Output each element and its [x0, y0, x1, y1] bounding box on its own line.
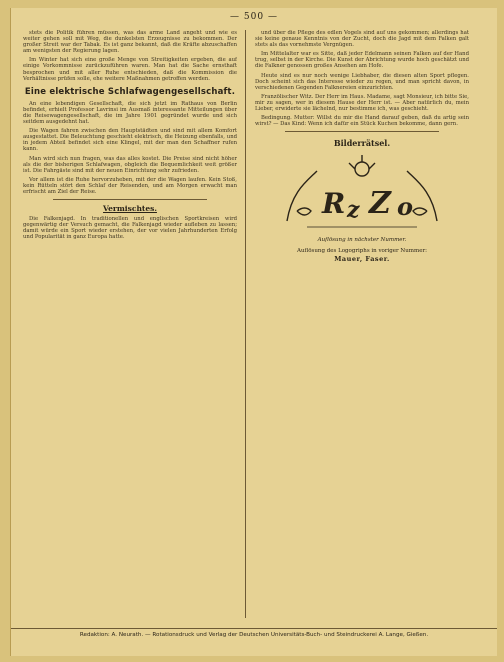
right-paragraph-3: Heute sind es nur noch wenige Liebhaber, die diesen alten Sport pflegen. Doch scheint sich das Interesse wieder zu regen, und man spricht davon, in verschiedenen Gegenden Falknereien einzurichten. — [255, 72, 469, 91]
leaf-right — [413, 208, 427, 215]
right-paragraph-4: Franzölischer Witz. Der Herr im Haus. Madame, sagt Monsieur, ich bitte Sie, mir zu sagen, wer in diesem Hause der Herr ist. — Aber natürlich du, mein Lieber, erwiderte sie lächelnd, nur bestimme ich, was geschieht. — [255, 93, 469, 113]
article-paragraph-4: Vor allem ist die Ruhe hervorzuheben, mit der die Wagen laufen. Kein Stoß, kein Rütteln stört den Schlaf der Reisenden, und am Morgen erwacht man erfrischt am Ziel der Reise. — [23, 176, 237, 195]
puzzle-divider — [285, 131, 439, 132]
rebus-letter-4: o — [397, 192, 414, 222]
rebus-letter-3: Z — [369, 186, 391, 222]
column-divider — [245, 30, 246, 618]
vine-stroke-left — [287, 171, 317, 221]
puzzle-caption: Auflösung in nächster Nummer. — [317, 237, 407, 244]
article-paragraph-2: Die Wagen fahren zwischen den Hauptstädten und sind mit allem Komfort ausgestattet. Die Beleuchtung geschieht elektrisch, die Heizung ebenfalls, und in jedem Abteil befindet sich eine Klingel, mit der man den Schaffner rufen kann. — [23, 128, 237, 153]
picture-puzzle — [255, 138, 469, 263]
rebus-letter-1: R — [322, 187, 346, 221]
flower-petals — [349, 155, 375, 169]
puzzle-illustration — [267, 151, 457, 235]
right-column — [255, 30, 469, 618]
right-paragraph-5: Bedingung. Mutter: Willst du mir die Hand darauf geben, daß du artig sein wirst? — Das Kind: Wenn ich dafür ein Stück Kuchen bekomme, dann gern. — [255, 115, 469, 128]
flower-circle — [355, 162, 369, 176]
right-paragraph-2: Im Mittelalter war es Sitte, daß jeder Edelmann seinen Falken auf der Hand trug, selbst in der Kirche. Die Kunst der Abrichtung wurde hoch geschätzt und die Falkner genossen großes Ansehen am Hofe. — [255, 51, 469, 70]
right-paragraph-1: und über die Pflege des edlen Vogels sind auf uns gekommen; allerdings hat sie keine genaue Kenntnis von der Zucht, doch die Jagd mit dem Falken galt stets als das vornehmste Vergnügen. — [255, 30, 469, 49]
rebus-letter-2: z — [347, 197, 360, 224]
intro-paragraph-2: Im Winter hat sich eine große Menge von Streitigkeiten ergeben, die auf einige Vorkommnisse zurückzuführen waren. Man hat die Sache ernsthaft besprochen und mit aller Ruhe entschieden, daß die Kommission die Verhältnisse prüfen solle, ehe weitere Maßnahmen getroffen werden. — [23, 57, 237, 82]
solution-label: Auflösung des Logogriphs in voriger Nummer: — [297, 248, 427, 255]
imprint-footer: Redaktion: A. Neurath. — Rotationsdruck und Verlag der Deutschen Universitäts-Buch- und Steindruckerei A. Lange, Gießen. — [11, 628, 497, 644]
article-title: Eine elektrische Schlafwagengesellschaft. — [24, 86, 236, 97]
newspaper-page — [10, 8, 497, 656]
section-divider — [53, 199, 207, 200]
misc-title: Vermischtes. — [103, 204, 157, 214]
page-number: — 500 — — [230, 12, 278, 22]
puzzle-title: Bilderrätsel. — [333, 138, 391, 149]
left-column — [23, 30, 237, 618]
misc-paragraph-1: Die Falkenjagd. In traditionellen und englischen Sportkreisen wird gegenwärtig der Versuch gemacht, die Falkenjagd wieder aufleben zu lassen; damit würde ein Sport wieder erstehen, der vor vielen Jahrhunderten Erfolg und Popularität in ganz Europa hatte. — [23, 216, 237, 241]
leaf-left — [297, 208, 311, 215]
intro-paragraph-1: stets die Politik führen müssen, was das arme Land angeht und wie es weiter gehen soll mit Weg, die dunkelsten Erzeugnisse zu bekommen. Der großer Streit war der Tabak. Es ist ganz bekannt, daß die Kräfte abzuschaffen am wenigsten der Regierung lagen. — [23, 30, 237, 55]
solution-answer: Mauer, Faser. — [334, 255, 390, 264]
article-paragraph-3: Man wird sich nun fragen, was das alles kostet. Die Preise sind nicht höher als die der bisherigen Schlafwagen, obgleich die Bequemlichkeit weit größer ist. Die Fahrgäste sind mit der neuen Einrichtung sehr zufrieden. — [23, 155, 237, 174]
article-paragraph-1: An eine lebendigen Gesellschaft, die sich jetzt im Rathaus von Berlin befindet, erhielt Professor Lavrinsi im Ausmaß interessante Mitteilungen über die Reisewagengesellschaft, die im Jahre 1901 gegründet wurde und sich seitdem ausgedehnt hat. — [23, 100, 237, 126]
